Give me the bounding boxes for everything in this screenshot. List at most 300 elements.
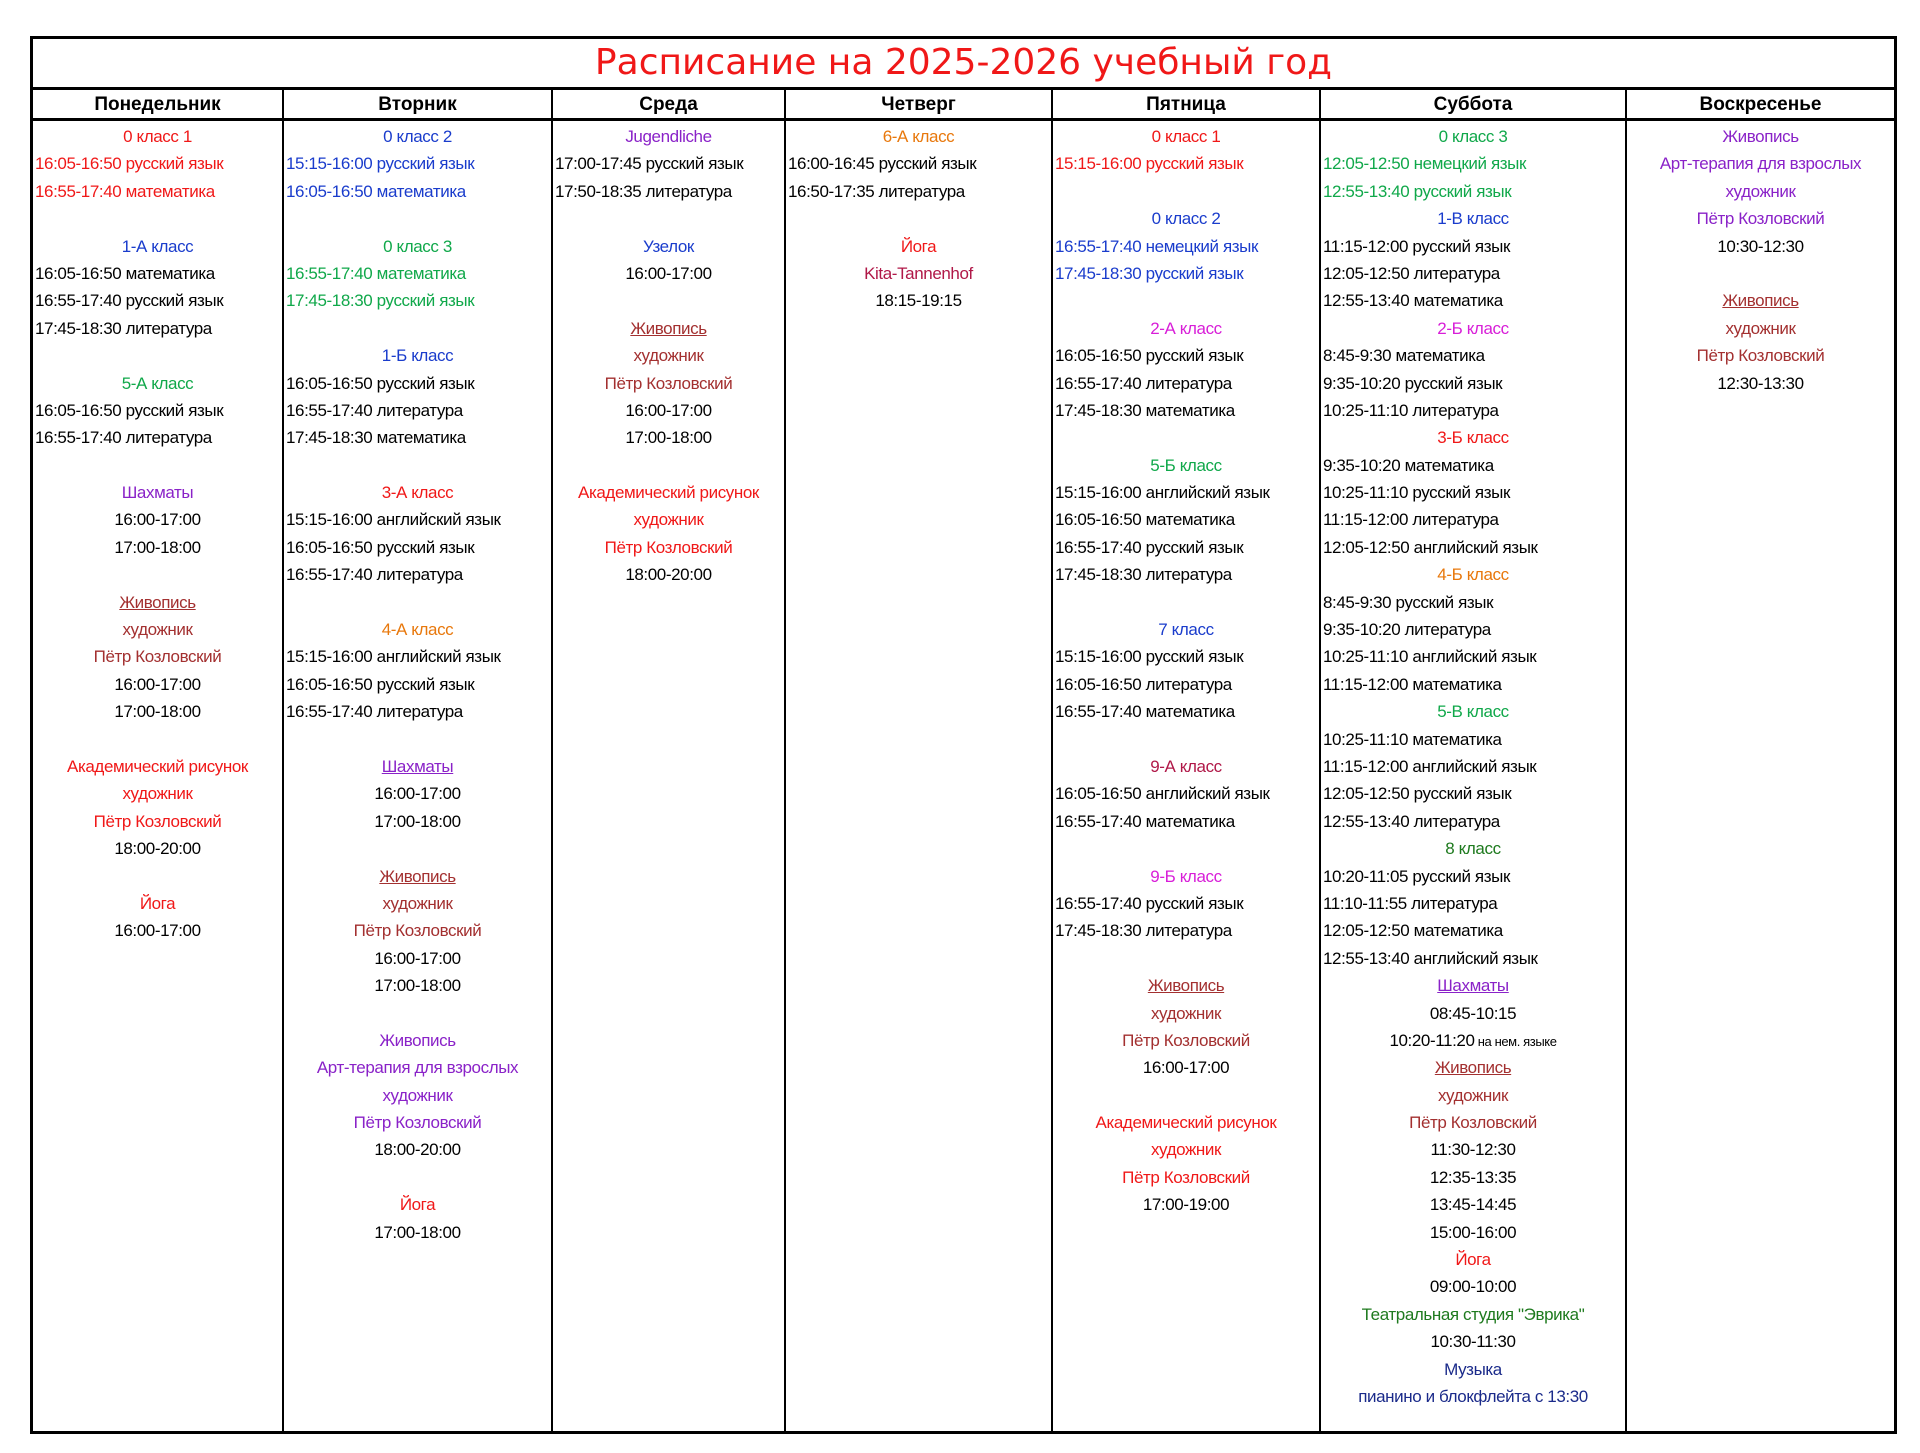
spacer bbox=[33, 726, 282, 753]
schedule-line bbox=[1321, 835, 1625, 862]
schedule-line-text: 17:00-18:00 bbox=[374, 1222, 461, 1242]
schedule-line bbox=[1321, 1191, 1625, 1218]
spacer bbox=[553, 452, 784, 479]
schedule-line bbox=[1053, 753, 1319, 780]
schedule-line-text: 16:00-16:45 русский язык bbox=[788, 154, 977, 174]
schedule-line-text: 5-А класс bbox=[121, 373, 194, 393]
schedule-line bbox=[33, 287, 282, 314]
schedule-line bbox=[1321, 726, 1625, 753]
schedule-line bbox=[1053, 671, 1319, 698]
schedule-line bbox=[1053, 315, 1319, 342]
schedule-line bbox=[1321, 342, 1625, 369]
schedule-line bbox=[1053, 698, 1319, 725]
schedule-line-text: 5-Б класс bbox=[1150, 455, 1222, 475]
schedule-line bbox=[33, 780, 282, 807]
spacer bbox=[786, 205, 1051, 232]
schedule-line bbox=[1053, 397, 1319, 424]
schedule-line-text: Живопись bbox=[1434, 1058, 1512, 1078]
schedule-line-text: 11:30-12:30 bbox=[1430, 1140, 1516, 1160]
schedule-line bbox=[284, 671, 551, 698]
schedule-line-text: 16:05-16:50 математика bbox=[1055, 510, 1235, 530]
schedule-line-text: 17:00-18:00 bbox=[374, 976, 461, 996]
schedule-line bbox=[1053, 150, 1319, 177]
spacer bbox=[33, 452, 282, 479]
schedule-line bbox=[284, 890, 551, 917]
schedule-line-text: 17:45-18:30 русский язык bbox=[286, 291, 475, 311]
schedule-line bbox=[1321, 260, 1625, 287]
schedule-line-text: 6-А класс bbox=[882, 127, 955, 146]
schedule-line-text: 17:00-18:00 bbox=[114, 702, 201, 722]
spacer bbox=[1053, 835, 1319, 862]
schedule-line-text: 16:00-17:00 bbox=[114, 921, 201, 941]
day-header-monday: Понедельник bbox=[94, 94, 221, 115]
schedule-line bbox=[1321, 561, 1625, 588]
schedule-line bbox=[33, 835, 282, 862]
schedule-line bbox=[553, 397, 784, 424]
schedule-line-text: 16:55-17:40 русский язык bbox=[35, 291, 224, 311]
schedule-line bbox=[284, 1082, 551, 1109]
schedule-line-text: Живопись bbox=[379, 1030, 456, 1050]
schedule-line-text: 10:25-11:10 литература bbox=[1323, 400, 1499, 420]
schedule-line-text: 0 класс 2 bbox=[383, 127, 452, 146]
schedule-line-text: 16:55-17:40 немецкий язык bbox=[1055, 236, 1258, 256]
schedule-line bbox=[284, 1027, 551, 1054]
schedule-line-text: 10:20-11:20 bbox=[1389, 1030, 1475, 1050]
schedule-line-text: пианино и блокфлейта с 13:30 bbox=[1358, 1386, 1588, 1406]
schedule-line-text: Живопись bbox=[1722, 291, 1799, 311]
day-header-saturday: Суббота bbox=[1433, 94, 1513, 115]
schedule-line-text: 17:45-18:30 литература bbox=[1055, 565, 1232, 585]
schedule-line bbox=[1053, 506, 1319, 533]
schedule-line bbox=[1321, 1356, 1625, 1383]
schedule-line-text: 8 класс bbox=[1445, 839, 1501, 859]
schedule-line-text: 18:00-20:00 bbox=[374, 1140, 461, 1160]
schedule-line bbox=[33, 589, 282, 616]
schedule-line-text: 08:45-10:15 bbox=[1429, 1003, 1517, 1023]
schedule-line bbox=[1321, 123, 1625, 150]
spacer bbox=[284, 835, 551, 862]
schedule-line-text: Арт-терапия для взрослых bbox=[1659, 154, 1862, 174]
schedule-line bbox=[1321, 452, 1625, 479]
schedule-line-text: 16:05-16:50 математика bbox=[286, 181, 466, 201]
schedule-line-text: Пётр Козловский bbox=[353, 921, 482, 941]
schedule-line-text: 15:15-16:00 английский язык bbox=[286, 647, 501, 667]
schedule-line-text: Арт-терапия для взрослых bbox=[316, 1058, 519, 1078]
schedule-line-text: 16:00-17:00 bbox=[374, 784, 461, 804]
schedule-line-text: Шахматы bbox=[121, 483, 194, 503]
schedule-line bbox=[33, 753, 282, 780]
schedule-line bbox=[284, 178, 551, 205]
schedule-line-text: 16:05-16:50 английский язык bbox=[1055, 784, 1270, 804]
schedule-line-text: Пётр Козловский bbox=[604, 537, 733, 557]
schedule-line bbox=[553, 315, 784, 342]
schedule-line-text: Узелок bbox=[643, 236, 694, 256]
schedule-line bbox=[284, 616, 551, 643]
spacer bbox=[33, 561, 282, 588]
schedule-line bbox=[1627, 370, 1894, 397]
schedule-line-text: художник bbox=[1150, 1003, 1222, 1023]
schedule-line-text: 2-Б класс bbox=[1437, 318, 1509, 338]
schedule-line-text: художник bbox=[1725, 181, 1796, 201]
schedule-line bbox=[1053, 1027, 1319, 1054]
schedule-line-text: 12:55-13:40 математика bbox=[1323, 291, 1503, 311]
schedule-line-text: 16:00-17:00 bbox=[114, 510, 201, 530]
schedule-line-text: Пётр Козловский bbox=[604, 373, 733, 393]
schedule-line bbox=[1053, 808, 1319, 835]
day-header-tuesday: Вторник bbox=[378, 94, 457, 115]
schedule-line-text: 0 класс 3 bbox=[1438, 127, 1508, 146]
schedule-line-text: Академический рисунок bbox=[1095, 1113, 1277, 1133]
schedule-line bbox=[1053, 479, 1319, 506]
spacer bbox=[284, 1000, 551, 1027]
schedule-line bbox=[284, 643, 551, 670]
schedule-line-text: 9-Б класс bbox=[1150, 866, 1222, 886]
schedule-line-text: Пётр Козловский bbox=[93, 647, 222, 667]
schedule-line bbox=[284, 561, 551, 588]
schedule-line-text: 10:20-11:05 русский язык bbox=[1323, 866, 1510, 886]
schedule-line bbox=[1053, 1109, 1319, 1136]
schedule-line-text: 16:50-17:35 литература bbox=[788, 181, 965, 201]
schedule-line bbox=[33, 808, 282, 835]
schedule-line bbox=[553, 233, 784, 260]
schedule-line bbox=[1053, 1000, 1319, 1027]
schedule-line-text: 12:30-13:30 bbox=[1717, 373, 1804, 393]
schedule-line-text: 1-А класс bbox=[121, 236, 194, 256]
spacer bbox=[1053, 945, 1319, 972]
schedule-line bbox=[284, 287, 551, 314]
column-wednesday bbox=[553, 121, 784, 1431]
schedule-line-text: 8:45-9:30 русский язык bbox=[1323, 592, 1494, 612]
day-header-row bbox=[33, 90, 1894, 121]
schedule-line bbox=[1321, 150, 1625, 177]
schedule-line bbox=[1321, 479, 1625, 506]
schedule-line-text: 17:45-18:30 русский язык bbox=[1055, 263, 1244, 283]
schedule-line-text: 15:15-16:00 русский язык bbox=[1055, 154, 1244, 174]
day-header-thursday: Четверг bbox=[881, 94, 956, 115]
schedule-line-text: 10:25-11:10 математика bbox=[1323, 729, 1502, 749]
schedule-line bbox=[1321, 1246, 1625, 1273]
schedule-line-text: 7 класс bbox=[1158, 620, 1214, 640]
schedule-line-text: 12:05-12:50 английский язык bbox=[1323, 537, 1538, 557]
schedule-line bbox=[1053, 233, 1319, 260]
schedule-line bbox=[1321, 1383, 1625, 1410]
schedule-line-text: 17:45-18:30 математика bbox=[1055, 400, 1235, 420]
schedule-line-text: Йога bbox=[399, 1195, 436, 1215]
schedule-line bbox=[1053, 534, 1319, 561]
schedule-line-text: 16:05-16:50 литература bbox=[1055, 674, 1232, 694]
schedule-line bbox=[1053, 561, 1319, 588]
schedule-line bbox=[1321, 506, 1625, 533]
schedule-line bbox=[786, 260, 1051, 287]
schedule-line-text: 4-Б класс bbox=[1437, 565, 1509, 585]
schedule-line-text: 18:15-19:15 bbox=[875, 291, 962, 311]
schedule-line bbox=[284, 753, 551, 780]
schedule-line bbox=[284, 1136, 551, 1163]
schedule-line bbox=[1321, 890, 1625, 917]
spacer bbox=[284, 1164, 551, 1191]
spacer bbox=[1053, 726, 1319, 753]
schedule-line-text: 10:25-11:10 русский язык bbox=[1323, 483, 1510, 503]
spacer bbox=[553, 287, 784, 314]
spacer bbox=[284, 452, 551, 479]
schedule-line bbox=[284, 424, 551, 451]
spacer bbox=[33, 342, 282, 369]
schedule-line-text: 10:25-11:10 английский язык bbox=[1323, 647, 1537, 667]
schedule-line bbox=[33, 616, 282, 643]
schedule-line-text: 12:05-12:50 немецкий язык bbox=[1323, 154, 1526, 174]
schedule-line bbox=[284, 1219, 551, 1246]
schedule-line-text: Йога bbox=[139, 893, 176, 913]
schedule-line bbox=[284, 534, 551, 561]
schedule-line bbox=[1321, 863, 1625, 890]
spacer bbox=[33, 863, 282, 890]
page-title: Расписание на 2025-2026 учебный год bbox=[33, 39, 1894, 90]
schedule-line-text: 17:00-18:00 bbox=[374, 811, 461, 831]
schedule-line bbox=[1321, 808, 1625, 835]
schedule-line-text: 1-Б класс bbox=[381, 346, 454, 366]
schedule-line-text: 16:55-17:40 математика bbox=[1055, 811, 1235, 831]
schedule-line-text: 13:45-14:45 bbox=[1429, 1195, 1517, 1215]
schedule-line bbox=[1321, 1164, 1625, 1191]
schedule-line-text: 16:05-16:50 русский язык bbox=[286, 537, 475, 557]
schedule-line bbox=[1627, 178, 1894, 205]
schedule-line-text: 15:15-16:00 русский язык bbox=[1055, 647, 1244, 667]
schedule-line-text: 16:55-17:40 литература bbox=[286, 400, 463, 420]
schedule-line bbox=[1053, 780, 1319, 807]
schedule-line-text: 17:45-18:30 литература bbox=[1055, 921, 1232, 941]
schedule-line bbox=[553, 370, 784, 397]
schedule-line-text: 16:00-17:00 bbox=[625, 263, 712, 283]
schedule-line bbox=[1321, 1082, 1625, 1109]
schedule-line bbox=[33, 233, 282, 260]
schedule-line bbox=[284, 370, 551, 397]
schedule-line bbox=[1627, 315, 1894, 342]
schedule-line-text: Шахматы bbox=[381, 756, 454, 776]
schedule-line bbox=[553, 260, 784, 287]
schedule-line bbox=[1321, 671, 1625, 698]
spacer bbox=[284, 205, 551, 232]
schedule-line bbox=[1627, 233, 1894, 260]
spacer bbox=[1053, 1082, 1319, 1109]
schedule-line-text: 18:00-20:00 bbox=[625, 565, 712, 585]
schedule-line-text: Пётр Козловский bbox=[1696, 346, 1825, 366]
schedule-line-text: Пётр Козловский bbox=[1122, 1167, 1250, 1187]
schedule-line bbox=[284, 863, 551, 890]
schedule-line bbox=[1321, 1328, 1625, 1355]
schedule-line-text: 4-А класс bbox=[381, 620, 454, 640]
schedule-line-text: 16:00-17:00 bbox=[114, 674, 201, 694]
schedule-line-text: 16:55-17:40 литература bbox=[286, 565, 463, 585]
schedule-line bbox=[33, 123, 282, 150]
schedule-line bbox=[33, 260, 282, 287]
schedule-line bbox=[33, 643, 282, 670]
schedule-line-text: 16:05-16:50 русский язык bbox=[286, 674, 475, 694]
schedule-line-text: 12:05-12:50 математика bbox=[1323, 921, 1503, 941]
schedule-line-text: 9-А класс bbox=[1150, 756, 1222, 776]
schedule-line-text: 12:55-13:40 литература bbox=[1323, 811, 1500, 831]
schedule-line-text: 0 класс 1 bbox=[1151, 127, 1221, 146]
schedule-line bbox=[1321, 1054, 1625, 1081]
schedule-line-text: 16:55-17:40 русский язык bbox=[1055, 893, 1244, 913]
schedule-line-text: Живопись bbox=[630, 318, 707, 338]
schedule-line bbox=[1053, 260, 1319, 287]
schedule-line bbox=[553, 342, 784, 369]
schedule-line bbox=[1321, 1136, 1625, 1163]
schedule-line bbox=[33, 315, 282, 342]
spacer bbox=[284, 315, 551, 342]
spacer bbox=[284, 726, 551, 753]
day-header-wednesday: Среда bbox=[639, 94, 698, 115]
schedule-line bbox=[1321, 643, 1625, 670]
schedule-line bbox=[553, 561, 784, 588]
schedule-line bbox=[1053, 616, 1319, 643]
schedule-line-text: 15:15-16:00 английский язык bbox=[286, 510, 501, 530]
schedule-line bbox=[1053, 972, 1319, 999]
schedule-line-text: Пётр Козловский bbox=[93, 811, 222, 831]
schedule-line-text: Пётр Козловский bbox=[353, 1113, 482, 1133]
schedule-line bbox=[1053, 890, 1319, 917]
schedule-line-text: Театральная студия "Эврика" bbox=[1361, 1304, 1585, 1324]
schedule-line bbox=[553, 178, 784, 205]
schedule-line-text: 11:15-12:00 литература bbox=[1323, 510, 1499, 530]
schedule-line bbox=[284, 1191, 551, 1218]
schedule-line-text: художник bbox=[1725, 318, 1796, 338]
schedule-line-text: 11:15-12:00 математика bbox=[1323, 674, 1502, 694]
schedule-line-text: 0 класс 2 bbox=[1151, 209, 1221, 229]
schedule-line-text: 0 класс 1 bbox=[123, 127, 192, 146]
spacer bbox=[553, 205, 784, 232]
column-monday bbox=[33, 121, 282, 1431]
column-thursday bbox=[786, 121, 1051, 1431]
schedule-line bbox=[284, 1054, 551, 1081]
schedule-line bbox=[1321, 315, 1625, 342]
schedule-table bbox=[30, 36, 1897, 1434]
schedule-line bbox=[1321, 205, 1625, 232]
schedule-line-text: 17:00-19:00 bbox=[1142, 1195, 1230, 1215]
schedule-line-text: 12:55-13:40 русский язык bbox=[1323, 181, 1512, 201]
schedule-line-text: Академический рисунок bbox=[578, 483, 759, 503]
schedule-line bbox=[33, 534, 282, 561]
spacer bbox=[1053, 178, 1319, 205]
schedule-line-text: 12:35-13:35 bbox=[1429, 1167, 1517, 1187]
schedule-line-text: 16:00-17:00 bbox=[625, 400, 712, 420]
schedule-line-text: Йога bbox=[1455, 1250, 1491, 1270]
schedule-line bbox=[284, 233, 551, 260]
column-tuesday bbox=[284, 121, 551, 1431]
schedule-line-text: 3-А класс bbox=[381, 483, 454, 503]
schedule-line-text: 0 класс 3 bbox=[383, 236, 452, 256]
schedule-line bbox=[786, 178, 1051, 205]
schedule-line bbox=[284, 397, 551, 424]
schedule-line-text: 16:05-16:50 математика bbox=[35, 263, 215, 283]
spacer bbox=[1053, 287, 1319, 314]
schedule-line bbox=[1627, 287, 1894, 314]
schedule-line bbox=[1321, 1027, 1625, 1054]
schedule-line-text: 16:55-17:40 математика bbox=[35, 181, 215, 201]
schedule-line bbox=[284, 808, 551, 835]
schedule-line-text: 16:55-17:40 литература bbox=[1055, 373, 1232, 393]
column-sunday bbox=[1627, 121, 1894, 1431]
schedule-line bbox=[1053, 452, 1319, 479]
schedule-line-text: Kita-Tannenhof bbox=[864, 263, 973, 283]
schedule-line bbox=[1053, 643, 1319, 670]
column-friday bbox=[1053, 121, 1319, 1431]
schedule-line-text: 11:15-12:00 русский язык bbox=[1323, 236, 1510, 256]
schedule-line-text: 16:55-17:40 литература bbox=[286, 702, 463, 722]
schedule-line bbox=[284, 342, 551, 369]
schedule-line-note: на нем. языке bbox=[1474, 1033, 1557, 1049]
schedule-line-text: художник bbox=[122, 620, 193, 640]
schedule-line bbox=[1321, 1273, 1625, 1300]
schedule-line-text: Пётр Козловский bbox=[1122, 1030, 1250, 1050]
schedule-line-text: 11:10-11:55 литература bbox=[1323, 893, 1498, 913]
schedule-line bbox=[1321, 424, 1625, 451]
schedule-line-text: 16:05-16:50 русский язык bbox=[35, 400, 224, 420]
schedule-line bbox=[1053, 917, 1319, 944]
schedule-line bbox=[1053, 1164, 1319, 1191]
schedule-line bbox=[284, 780, 551, 807]
schedule-line-text: 17:45-18:30 литература bbox=[35, 318, 212, 338]
schedule-line bbox=[1321, 178, 1625, 205]
schedule-line-text: 18:00-20:00 bbox=[114, 839, 201, 859]
schedule-line bbox=[553, 123, 784, 150]
schedule-line-text: 1-В класс bbox=[1437, 209, 1509, 229]
schedule-line bbox=[33, 479, 282, 506]
schedule-line bbox=[1321, 534, 1625, 561]
schedule-line-text: художник bbox=[633, 510, 704, 530]
schedule-line bbox=[1053, 1136, 1319, 1163]
schedule-line-text: 17:00-18:00 bbox=[114, 537, 201, 557]
schedule-line-text: 16:00-17:00 bbox=[1142, 1058, 1230, 1078]
schedule-line bbox=[33, 370, 282, 397]
schedule-line bbox=[1053, 863, 1319, 890]
schedule-line-text: 16:05-16:50 русский язык bbox=[35, 154, 224, 174]
schedule-line bbox=[33, 506, 282, 533]
schedule-line-text: 9:35-10:20 математика bbox=[1323, 455, 1494, 475]
schedule-line bbox=[553, 150, 784, 177]
schedule-line bbox=[33, 150, 282, 177]
spacer bbox=[33, 205, 282, 232]
schedule-line bbox=[284, 698, 551, 725]
schedule-line-text: Йога bbox=[900, 236, 937, 256]
spacer bbox=[284, 589, 551, 616]
schedule-line bbox=[284, 917, 551, 944]
schedule-line bbox=[1321, 698, 1625, 725]
schedule-line-text: 16:55-17:40 русский язык bbox=[1055, 537, 1244, 557]
schedule-line bbox=[1053, 342, 1319, 369]
schedule-line bbox=[33, 671, 282, 698]
schedule-line bbox=[786, 150, 1051, 177]
schedule-line-text: 16:55-17:40 литература bbox=[35, 428, 212, 448]
schedule-line bbox=[1321, 397, 1625, 424]
schedule-line-text: Jugendliche bbox=[625, 127, 712, 146]
schedule-line bbox=[1321, 780, 1625, 807]
schedule-line bbox=[786, 233, 1051, 260]
schedule-line-text: 8:45-9:30 математика bbox=[1323, 346, 1485, 366]
schedule-line-text: 16:55-17:40 математика bbox=[286, 263, 466, 283]
schedule-line-text: 16:00-17:00 bbox=[374, 948, 461, 968]
schedule-line bbox=[1627, 150, 1894, 177]
schedule-line bbox=[1053, 1191, 1319, 1218]
schedule-line bbox=[1053, 123, 1319, 150]
schedule-line bbox=[1053, 370, 1319, 397]
spacer bbox=[1627, 260, 1894, 287]
schedule-line-text: 9:35-10:20 литература bbox=[1323, 620, 1491, 640]
schedule-line bbox=[1321, 753, 1625, 780]
schedule-line-text: 09:00-10:00 bbox=[1429, 1277, 1517, 1297]
schedule-line bbox=[284, 479, 551, 506]
schedule-line-text: 17:45-18:30 математика bbox=[286, 428, 466, 448]
